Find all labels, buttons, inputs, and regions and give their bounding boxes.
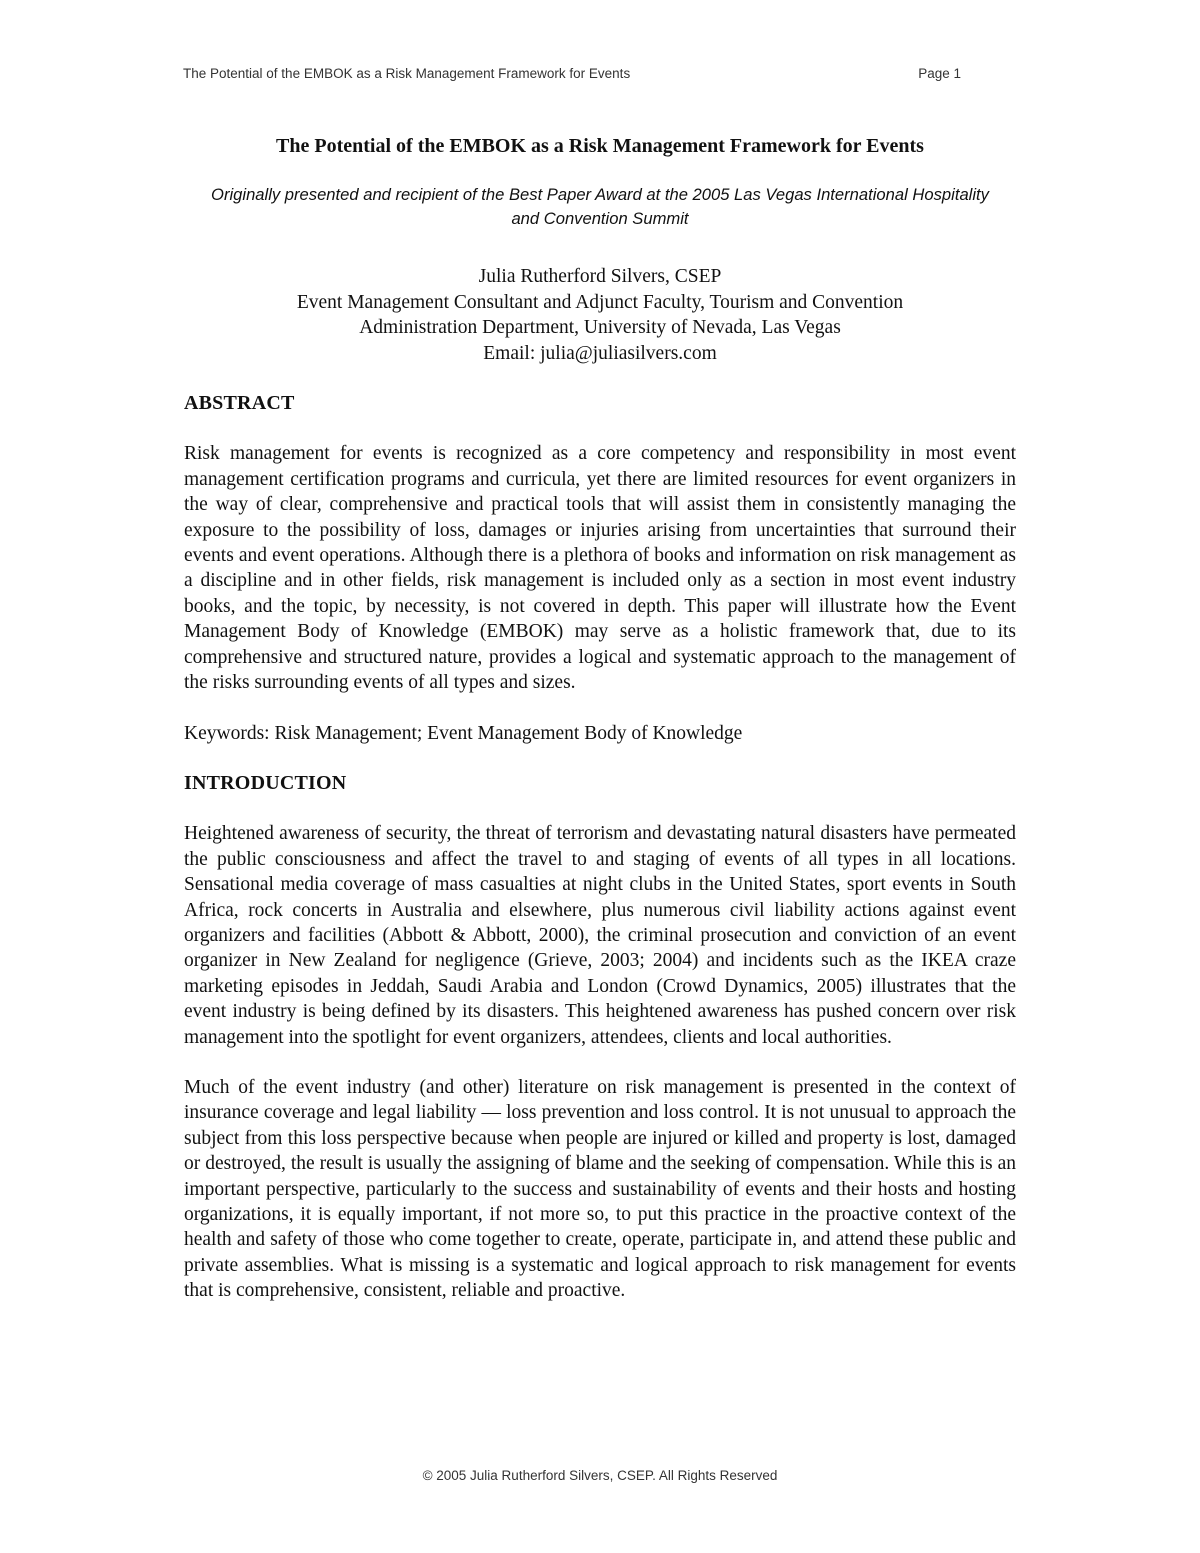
page-number: Page 1: [918, 66, 961, 81]
introduction-paragraph: Heightened awareness of security, the threat of terrorism and devastating natural disasters have permeated the public consciousness and affect the travel to and staging of events of all types in all locations. Sensational media coverage of mass casualties at night clubs in the United States, sport events in South Africa, rock concerts in Australia and elsewhere, plus numerous civil liability actions against event organizers and facilities (Abbott & Abbott, 2000), the criminal prosecution and conviction of an event organizer in New Zealand for negligence (Grieve, 2003; 2004) and incidents such as the IKEA craze marketing episodes in Jeddah, Saudi Arabia and London (Crowd Dynamics, 2005) illustrates that the event industry is being defined by its disasters. This heightened awareness has pushed concern over risk management into the spotlight for event organizers, attendees, clients and local authorities.: [184, 823, 1016, 1048]
paper-body: [184, 134, 1016, 1329]
paper-subtitle: Originally presented and recipient of the Best Paper Award at the 2005 Las Vegas International Hospitality and Convention Summit: [211, 185, 989, 229]
paper-title: The Potential of the EMBOK as a Risk Management Framework for Events: [276, 135, 924, 157]
introduction-heading: INTRODUCTION: [184, 771, 347, 794]
abstract-text: Risk management for events is recognized as a core competency and responsibility in most event management certification programs and curricula, yet there are limited resources for event organizers in the way of clear, comprehensive and practical tools that will assist them in consistently managing the exposure to the possibility of loss, damages or injuries arising from uncertainties that surround their events and event operations. Although there is a plethora of books and information on risk management as a discipline and in other fields, risk management is included only as a section in most event industry books, and the topic, by necessity, is not covered in depth. This paper will illustrate how the Event Management Body of Knowledge (EMBOK) may serve as a holistic framework that, due to its comprehensive and structured nature, provides a logical and systematic approach to the management of the risks surrounding events of all types and sizes.: [184, 443, 1016, 694]
author-email: Email: julia@juliasilvers.com: [483, 342, 717, 364]
author-affiliation-line2: Administration Department, University of Nevada, Las Vegas: [359, 317, 841, 339]
author-affiliation-line1: Event Management Consultant and Adjunct Faculty, Tourism and Convention: [296, 291, 904, 313]
author-block: [184, 264, 1016, 366]
abstract-heading: ABSTRACT: [184, 392, 295, 415]
running-title: The Potential of the EMBOK as a Risk Management Framework for Events: [183, 66, 631, 81]
copyright-footer: © 2005 Julia Rutherford Silvers, CSEP. All Rights Reserved: [422, 1468, 778, 1483]
introduction-paragraph: Much of the event industry (and other) literature on risk management is presented in the context of insurance coverage and legal liability — loss prevention and loss control. It is not unusual to approach the subject from this loss perspective because when people are injured or killed and property is lost, damaged or destroyed, the result is usually the assigning of blame and the seeking of compensation. While this is an important perspective, particularly to the success and sustainability of events and their hosts and hosting organizations, it is equally important, if not more so, to put this practice in the proactive context of the health and safety of those who come together to create, operate, participate in, and attend these public and private assemblies. What is missing is a systematic and logical approach to risk management for events that is comprehensive, consistent, reliable and proactive.: [184, 1076, 1016, 1302]
keywords: Keywords: Risk Management; Event Management Body of Knowledge: [184, 722, 743, 744]
author-name: Julia Rutherford Silvers, CSEP: [478, 266, 722, 288]
running-header: [183, 66, 961, 81]
